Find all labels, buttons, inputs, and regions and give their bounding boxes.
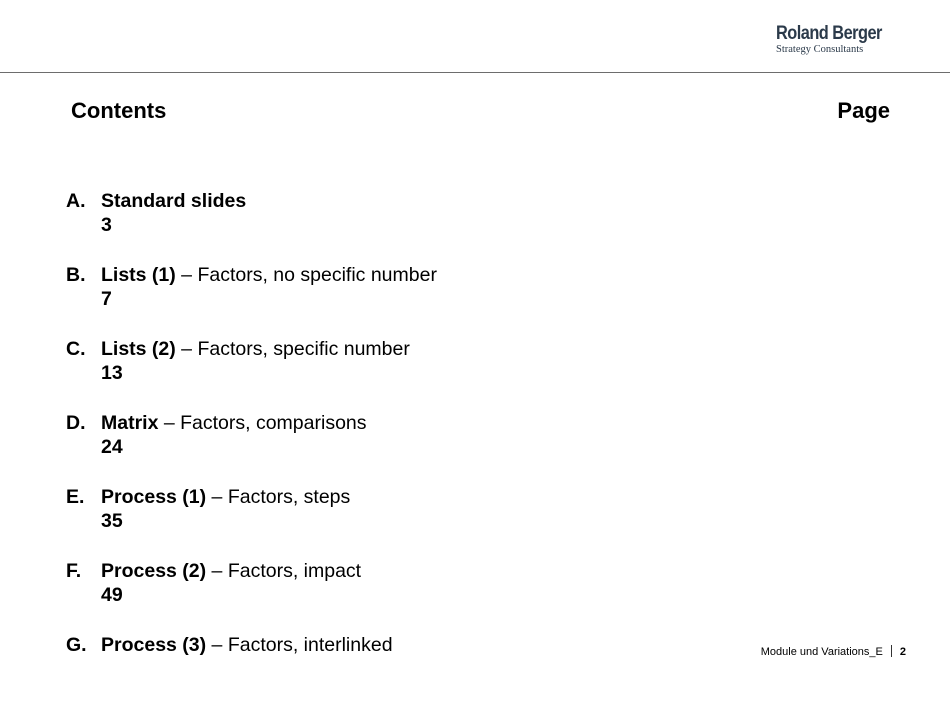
toc-page-number: 49 bbox=[101, 584, 123, 606]
footer-separator bbox=[891, 645, 892, 657]
toc-letter: F. bbox=[66, 560, 82, 582]
toc-letter: D. bbox=[66, 412, 86, 434]
toc-title: Lists (1) bbox=[101, 264, 176, 286]
toc-letter: B. bbox=[66, 264, 86, 286]
page-heading: Page bbox=[837, 98, 890, 123]
toc-entry bbox=[101, 559, 361, 583]
toc-page-number: 24 bbox=[101, 436, 123, 458]
toc-entry bbox=[101, 337, 410, 361]
toc-title: Standard slides bbox=[101, 190, 247, 212]
toc-title: Process (3) bbox=[101, 634, 207, 656]
toc-entry bbox=[101, 633, 393, 657]
logo-wordmark: Roland Berger bbox=[776, 23, 882, 44]
roland-berger-logo bbox=[776, 24, 899, 56]
footer-page-number: 2 bbox=[899, 646, 906, 658]
toc-entry bbox=[101, 485, 350, 509]
contents-heading: Contents bbox=[71, 98, 167, 123]
toc-letter: C. bbox=[66, 338, 86, 360]
logo-tagline: Strategy Consultants bbox=[776, 44, 864, 55]
toc-page-number: 7 bbox=[101, 288, 112, 310]
toc-page-number: 3 bbox=[101, 214, 112, 236]
toc-title: Process (1) bbox=[101, 486, 207, 508]
toc-page-number: 13 bbox=[101, 362, 123, 384]
toc-description: – Factors, comparisons bbox=[158, 412, 367, 434]
toc-description: – Factors, specific number bbox=[175, 338, 410, 360]
toc-letter: E. bbox=[66, 486, 85, 508]
toc-entry bbox=[101, 189, 246, 213]
toc-letter: A. bbox=[66, 190, 86, 212]
toc-description: – Factors, impact bbox=[206, 560, 362, 582]
header-divider bbox=[0, 72, 950, 73]
toc-entry bbox=[101, 263, 437, 287]
toc-description: – Factors, interlinked bbox=[206, 634, 393, 656]
toc-letter: G. bbox=[66, 634, 87, 656]
slide-footer bbox=[761, 645, 906, 658]
toc-description: – Factors, no specific number bbox=[175, 264, 437, 286]
toc-entry bbox=[101, 411, 367, 435]
toc-title: Lists (2) bbox=[101, 338, 176, 360]
footer-document-name: Module und Variations_E bbox=[760, 646, 883, 658]
toc-title: Process (2) bbox=[101, 560, 207, 582]
toc-page-number: 35 bbox=[101, 510, 123, 532]
toc-title: Matrix bbox=[101, 412, 159, 434]
toc-description: – Factors, steps bbox=[206, 486, 351, 508]
